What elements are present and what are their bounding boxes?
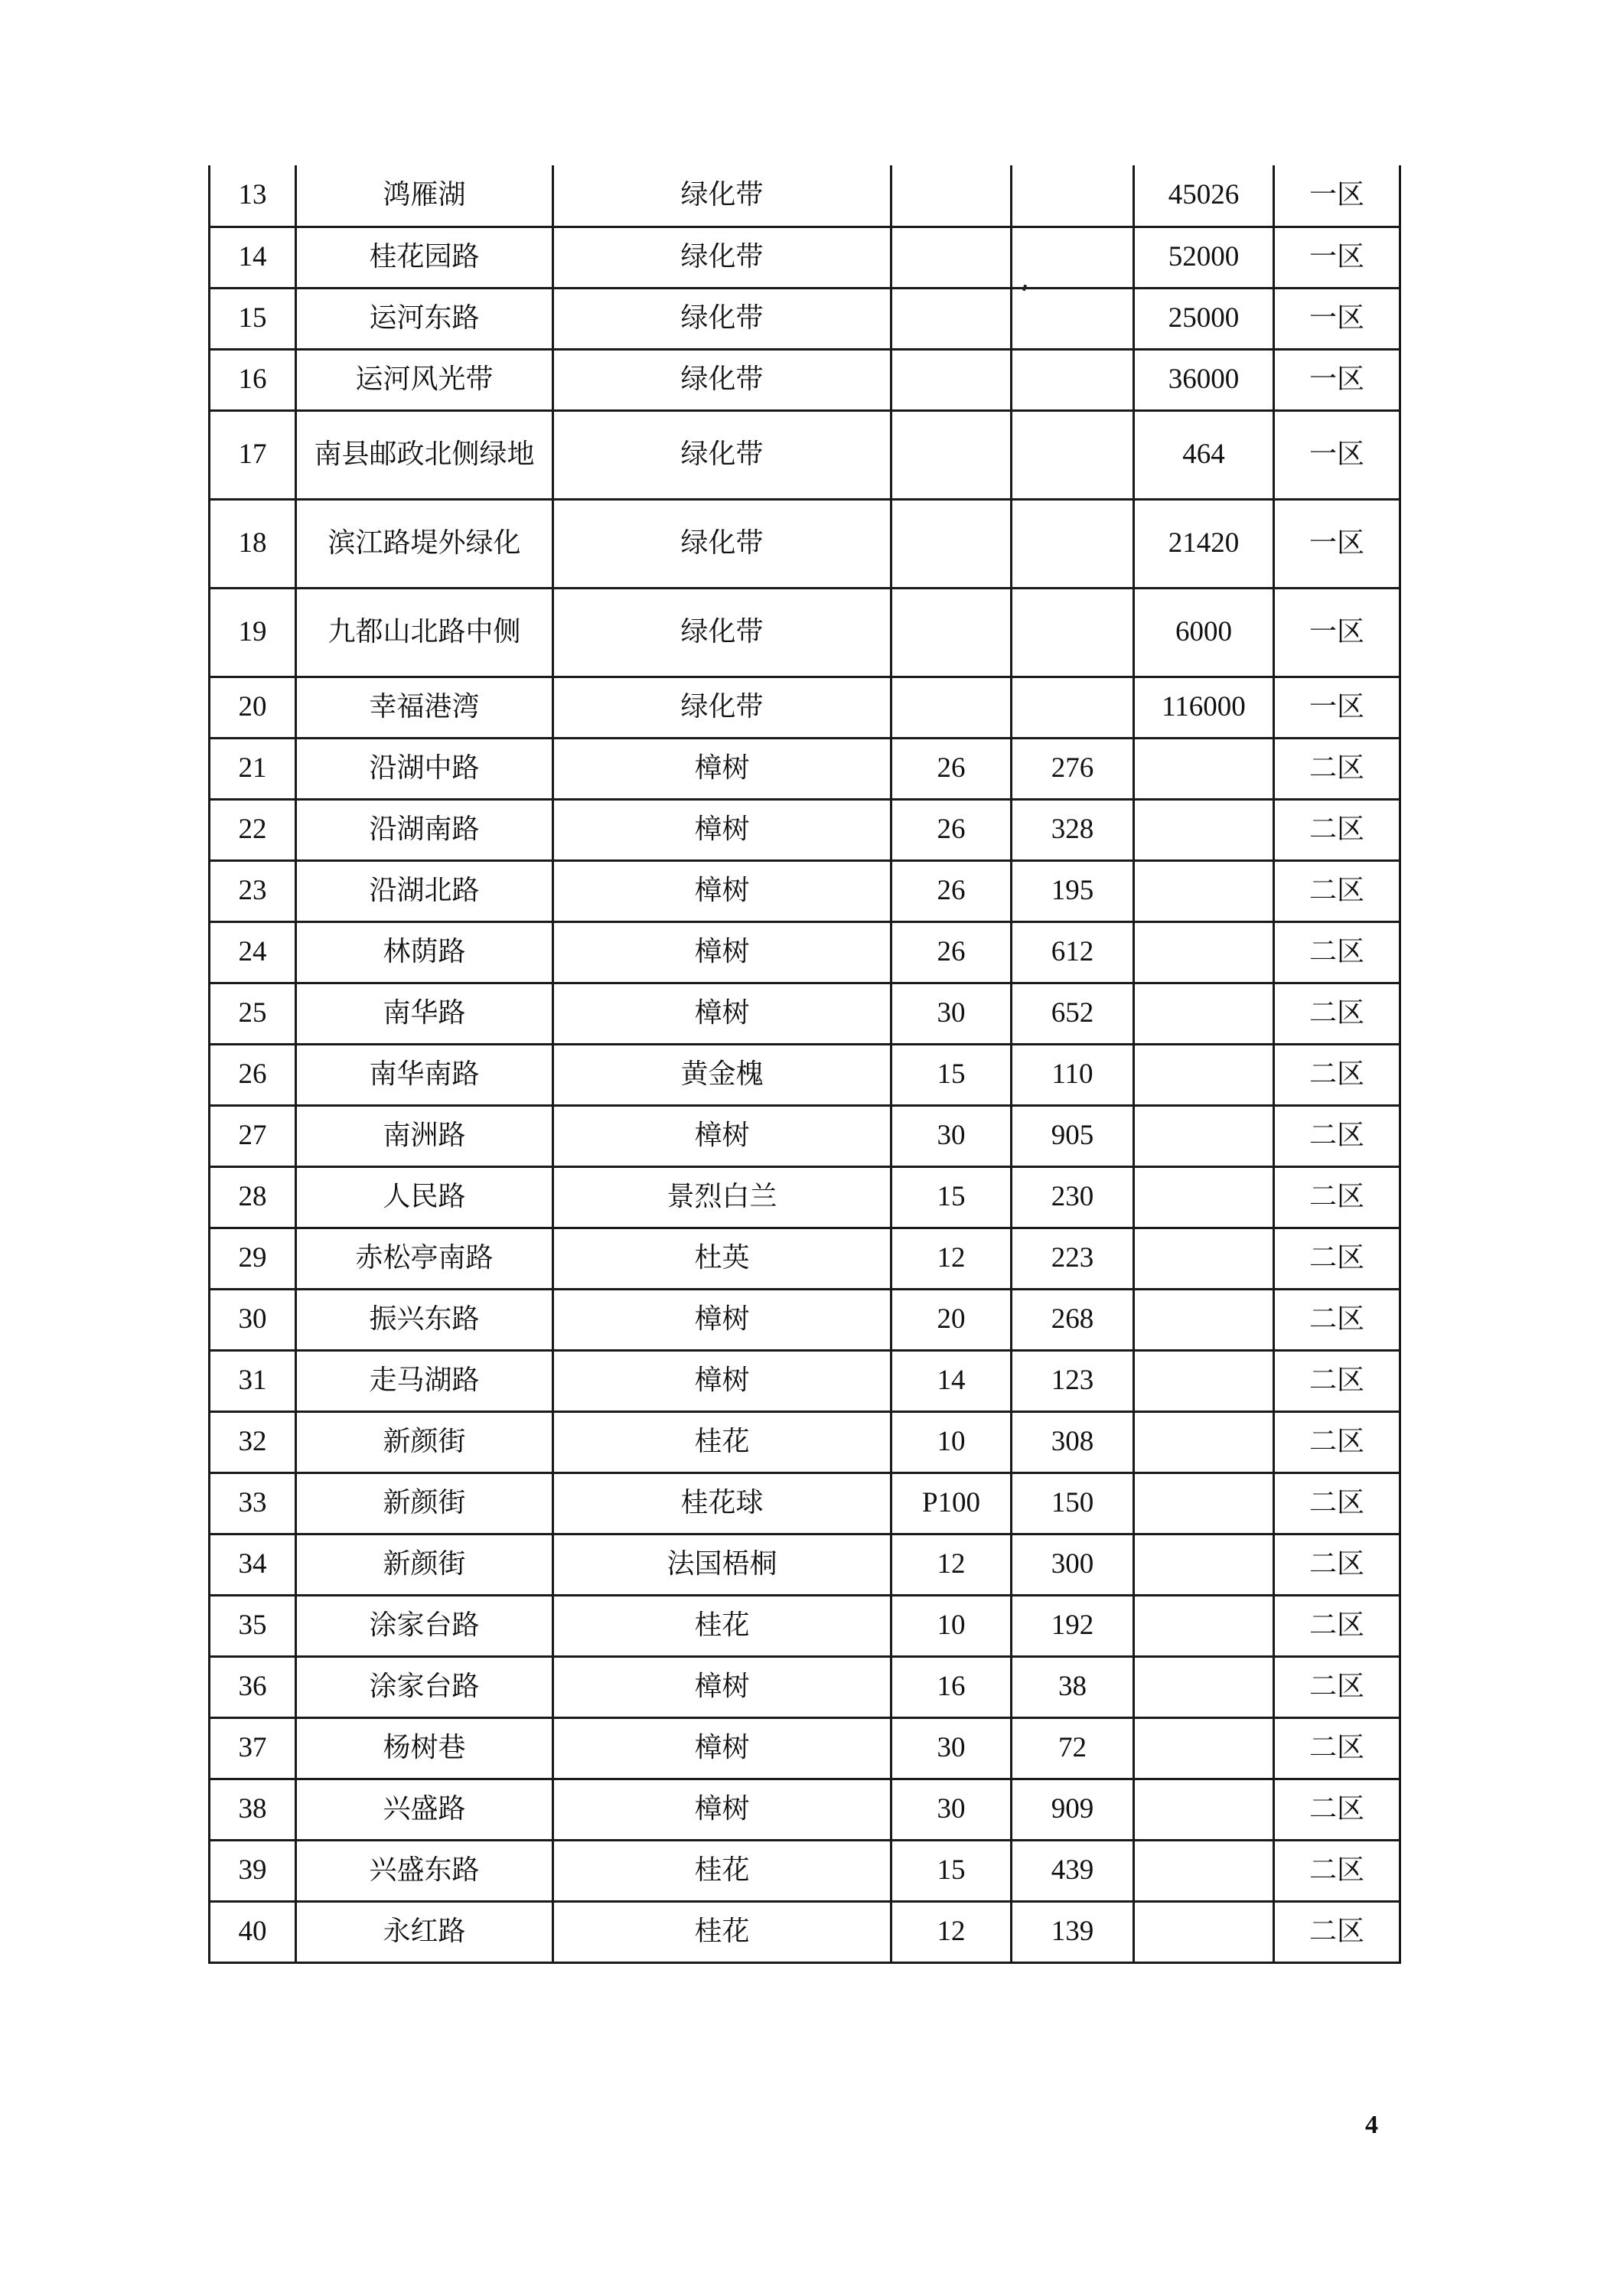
table-row: [210, 1901, 1400, 1962]
cell-spec: 30: [891, 1105, 1012, 1166]
table-row: [210, 349, 1400, 410]
cell-spec: [891, 288, 1012, 349]
cell-zone: 二区: [1274, 921, 1400, 983]
cell-area: [1134, 1656, 1274, 1717]
cell-quantity: 439: [1012, 1840, 1134, 1901]
cell-zone: 一区: [1274, 165, 1400, 227]
cell-location: 涂家台路: [296, 1656, 553, 1717]
cell-type: 樟树: [553, 860, 891, 921]
cell-zone: 二区: [1274, 1779, 1400, 1840]
cell-spec: [891, 499, 1012, 588]
cell-number: 24: [210, 921, 296, 983]
cell-number: 15: [210, 288, 296, 349]
cell-number: 22: [210, 799, 296, 860]
cell-zone: 二区: [1274, 1840, 1400, 1901]
cell-spec: 15: [891, 1166, 1012, 1228]
cell-type: 樟树: [553, 983, 891, 1044]
cell-area: [1134, 1166, 1274, 1228]
cell-zone: 一区: [1274, 499, 1400, 588]
cell-location: 桂花园路: [296, 227, 553, 288]
cell-location: 滨江路堤外绿化: [296, 499, 553, 588]
cell-spec: 26: [891, 860, 1012, 921]
cell-quantity: [1012, 499, 1134, 588]
cell-zone: 二区: [1274, 1289, 1400, 1350]
cell-quantity: 223: [1012, 1228, 1134, 1289]
cell-quantity: 612: [1012, 921, 1134, 983]
cell-type: 樟树: [553, 799, 891, 860]
cell-quantity: 150: [1012, 1473, 1134, 1534]
cell-area: 45026: [1134, 165, 1274, 227]
cell-type: 樟树: [553, 1289, 891, 1350]
cell-spec: 14: [891, 1350, 1012, 1411]
cell-type: 桂花球: [553, 1473, 891, 1534]
cell-spec: 26: [891, 921, 1012, 983]
cell-number: 38: [210, 1779, 296, 1840]
table-row: [210, 1534, 1400, 1595]
table-row: [210, 227, 1400, 288]
table-row: [210, 165, 1400, 227]
cell-area: [1134, 1840, 1274, 1901]
cell-number: 30: [210, 1289, 296, 1350]
cell-spec: 12: [891, 1228, 1012, 1289]
table-row: [210, 1105, 1400, 1166]
cell-location: 南县邮政北侧绿地: [296, 410, 553, 499]
cell-type: 桂花: [553, 1901, 891, 1962]
cell-quantity: [1012, 165, 1134, 227]
cell-number: 40: [210, 1901, 296, 1962]
cell-type: 绿化带: [553, 588, 891, 677]
table-row: [210, 1044, 1400, 1105]
cell-quantity: 123: [1012, 1350, 1134, 1411]
cell-area: [1134, 1595, 1274, 1656]
cell-quantity: 195: [1012, 860, 1134, 921]
cell-spec: 15: [891, 1044, 1012, 1105]
cell-location: 九都山北路中侧: [296, 588, 553, 677]
cell-zone: 二区: [1274, 1411, 1400, 1473]
cell-type: 绿化带: [553, 227, 891, 288]
cell-area: 6000: [1134, 588, 1274, 677]
cell-spec: 10: [891, 1595, 1012, 1656]
cell-zone: 二区: [1274, 799, 1400, 860]
cell-quantity: 139: [1012, 1901, 1134, 1962]
cell-zone: 二区: [1274, 1350, 1400, 1411]
cell-number: 23: [210, 860, 296, 921]
cell-zone: 二区: [1274, 1044, 1400, 1105]
cell-zone: 二区: [1274, 1473, 1400, 1534]
cell-quantity: 268: [1012, 1289, 1134, 1350]
cell-zone: 二区: [1274, 860, 1400, 921]
table-row: [210, 1717, 1400, 1779]
cell-area: [1134, 921, 1274, 983]
cell-type: 桂花: [553, 1411, 891, 1473]
cell-type: 绿化带: [553, 410, 891, 499]
cell-quantity: 652: [1012, 983, 1134, 1044]
cell-spec: 26: [891, 738, 1012, 799]
cell-number: 20: [210, 677, 296, 738]
cell-number: 18: [210, 499, 296, 588]
cell-area: [1134, 1901, 1274, 1962]
cell-type: 桂花: [553, 1840, 891, 1901]
cell-quantity: 72: [1012, 1717, 1134, 1779]
cell-location: 兴盛路: [296, 1779, 553, 1840]
table-row: [210, 921, 1400, 983]
cell-location: 运河风光带: [296, 349, 553, 410]
cell-type: 桂花: [553, 1595, 891, 1656]
cell-location: 涂家台路: [296, 1595, 553, 1656]
table-row: [210, 499, 1400, 588]
cell-location: 沿湖北路: [296, 860, 553, 921]
cell-spec: 20: [891, 1289, 1012, 1350]
cell-number: 25: [210, 983, 296, 1044]
cell-quantity: 328: [1012, 799, 1134, 860]
cell-spec: [891, 588, 1012, 677]
table-container: [208, 165, 1399, 1964]
cell-area: [1134, 1228, 1274, 1289]
cell-number: 34: [210, 1534, 296, 1595]
cell-number: 17: [210, 410, 296, 499]
cell-type: 绿化带: [553, 288, 891, 349]
cell-quantity: 905: [1012, 1105, 1134, 1166]
cell-type: 樟树: [553, 738, 891, 799]
cell-type: 樟树: [553, 921, 891, 983]
cell-quantity: [1012, 588, 1134, 677]
cell-type: 樟树: [553, 1779, 891, 1840]
table-row: [210, 1228, 1400, 1289]
cell-area: [1134, 860, 1274, 921]
cell-location: 新颜街: [296, 1473, 553, 1534]
cell-location: 南洲路: [296, 1105, 553, 1166]
cell-quantity: 192: [1012, 1595, 1134, 1656]
table-row: [210, 288, 1400, 349]
cell-number: 26: [210, 1044, 296, 1105]
cell-zone: 二区: [1274, 1901, 1400, 1962]
table-row: [210, 1166, 1400, 1228]
cell-type: 绿化带: [553, 349, 891, 410]
table-row: [210, 1411, 1400, 1473]
cell-area: [1134, 1105, 1274, 1166]
cell-zone: 一区: [1274, 410, 1400, 499]
cell-number: 28: [210, 1166, 296, 1228]
cell-zone: 一区: [1274, 349, 1400, 410]
cell-quantity: 230: [1012, 1166, 1134, 1228]
cell-number: 37: [210, 1717, 296, 1779]
cell-location: 永红路: [296, 1901, 553, 1962]
cell-quantity: [1012, 349, 1134, 410]
cell-type: 景烈白兰: [553, 1166, 891, 1228]
cell-spec: 16: [891, 1656, 1012, 1717]
cell-location: 沿湖中路: [296, 738, 553, 799]
cell-type: 樟树: [553, 1105, 891, 1166]
cell-zone: 二区: [1274, 983, 1400, 1044]
table-row: [210, 1595, 1400, 1656]
cell-area: [1134, 799, 1274, 860]
cell-type: 绿化带: [553, 677, 891, 738]
cell-location: 新颜街: [296, 1534, 553, 1595]
cell-number: 31: [210, 1350, 296, 1411]
cell-number: 16: [210, 349, 296, 410]
cell-location: 南华南路: [296, 1044, 553, 1105]
cell-location: 南华路: [296, 983, 553, 1044]
table-row: [210, 677, 1400, 738]
cell-area: [1134, 1411, 1274, 1473]
cell-location: 幸福港湾: [296, 677, 553, 738]
cell-type: 黄金槐: [553, 1044, 891, 1105]
cell-location: 走马湖路: [296, 1350, 553, 1411]
cell-location: 沿湖南路: [296, 799, 553, 860]
cell-number: 13: [210, 165, 296, 227]
cell-number: 36: [210, 1656, 296, 1717]
cell-zone: 二区: [1274, 1595, 1400, 1656]
cell-type: 绿化带: [553, 499, 891, 588]
cell-spec: 30: [891, 1779, 1012, 1840]
greening-table: [208, 165, 1401, 1964]
cell-area: [1134, 983, 1274, 1044]
cell-area: [1134, 1779, 1274, 1840]
cell-area: 464: [1134, 410, 1274, 499]
cell-location: 杨树巷: [296, 1717, 553, 1779]
cell-type: 杜英: [553, 1228, 891, 1289]
cell-quantity: 300: [1012, 1534, 1134, 1595]
cell-zone: 二区: [1274, 1534, 1400, 1595]
table-row: [210, 1289, 1400, 1350]
cell-number: 21: [210, 738, 296, 799]
cell-quantity: 909: [1012, 1779, 1134, 1840]
cell-spec: [891, 227, 1012, 288]
cell-area: [1134, 1350, 1274, 1411]
table-row: [210, 1473, 1400, 1534]
cell-quantity: 38: [1012, 1656, 1134, 1717]
cell-spec: 30: [891, 1717, 1012, 1779]
cell-location: 运河东路: [296, 288, 553, 349]
cell-area: 52000: [1134, 227, 1274, 288]
cell-number: 32: [210, 1411, 296, 1473]
cell-type: 绿化带: [553, 165, 891, 227]
table-row: [210, 983, 1400, 1044]
cell-spec: [891, 349, 1012, 410]
cell-number: 35: [210, 1595, 296, 1656]
cell-location: 赤松亭南路: [296, 1228, 553, 1289]
table-row: [210, 1840, 1400, 1901]
cell-spec: 12: [891, 1534, 1012, 1595]
cell-area: [1134, 1717, 1274, 1779]
table-row: [210, 1779, 1400, 1840]
cell-quantity: 276: [1012, 738, 1134, 799]
cell-quantity: [1012, 410, 1134, 499]
cell-type: 樟树: [553, 1350, 891, 1411]
cell-zone: 一区: [1274, 288, 1400, 349]
cell-quantity: 308: [1012, 1411, 1134, 1473]
cell-number: 14: [210, 227, 296, 288]
cell-spec: 10: [891, 1411, 1012, 1473]
cell-spec: 15: [891, 1840, 1012, 1901]
cell-zone: 二区: [1274, 738, 1400, 799]
cell-zone: 二区: [1274, 1166, 1400, 1228]
cell-spec: 30: [891, 983, 1012, 1044]
cell-spec: P100: [891, 1473, 1012, 1534]
cell-zone: 二区: [1274, 1656, 1400, 1717]
cell-number: 27: [210, 1105, 296, 1166]
cell-area: [1134, 738, 1274, 799]
cell-location: 新颜街: [296, 1411, 553, 1473]
cell-number: 33: [210, 1473, 296, 1534]
table-row: [210, 860, 1400, 921]
cell-type: 法国梧桐: [553, 1534, 891, 1595]
cell-zone: 一区: [1274, 588, 1400, 677]
cell-area: [1134, 1473, 1274, 1534]
cell-type: 樟树: [553, 1717, 891, 1779]
cell-location: 鸿雁湖: [296, 165, 553, 227]
cell-type: 樟树: [553, 1656, 891, 1717]
table-row: [210, 799, 1400, 860]
cell-location: 振兴东路: [296, 1289, 553, 1350]
cell-area: 21420: [1134, 499, 1274, 588]
cell-zone: 一区: [1274, 227, 1400, 288]
cell-location: 兴盛东路: [296, 1840, 553, 1901]
cell-location: 人民路: [296, 1166, 553, 1228]
cell-area: [1134, 1044, 1274, 1105]
cell-spec: [891, 677, 1012, 738]
cell-number: 29: [210, 1228, 296, 1289]
cell-location: 林荫路: [296, 921, 553, 983]
cell-quantity: [1012, 227, 1134, 288]
cell-spec: 26: [891, 799, 1012, 860]
cell-area: 116000: [1134, 677, 1274, 738]
table-row: [210, 1350, 1400, 1411]
cell-quantity: [1012, 677, 1134, 738]
page-number: 4: [1365, 2111, 1378, 2139]
cell-zone: 一区: [1274, 677, 1400, 738]
cell-area: [1134, 1534, 1274, 1595]
cell-zone: 二区: [1274, 1105, 1400, 1166]
cell-zone: 二区: [1274, 1228, 1400, 1289]
cell-area: [1134, 1289, 1274, 1350]
table-row: [210, 588, 1400, 677]
cell-number: 19: [210, 588, 296, 677]
table-row: [210, 410, 1400, 499]
cell-quantity: 110: [1012, 1044, 1134, 1105]
cell-area: 25000: [1134, 288, 1274, 349]
table-body: [210, 165, 1400, 1962]
cell-number: 39: [210, 1840, 296, 1901]
cell-area: 36000: [1134, 349, 1274, 410]
table-row: [210, 738, 1400, 799]
cell-zone: 二区: [1274, 1717, 1400, 1779]
cell-spec: 12: [891, 1901, 1012, 1962]
cell-spec: [891, 165, 1012, 227]
cell-quantity: [1012, 288, 1134, 349]
table-row: [210, 1656, 1400, 1717]
cell-spec: [891, 410, 1012, 499]
